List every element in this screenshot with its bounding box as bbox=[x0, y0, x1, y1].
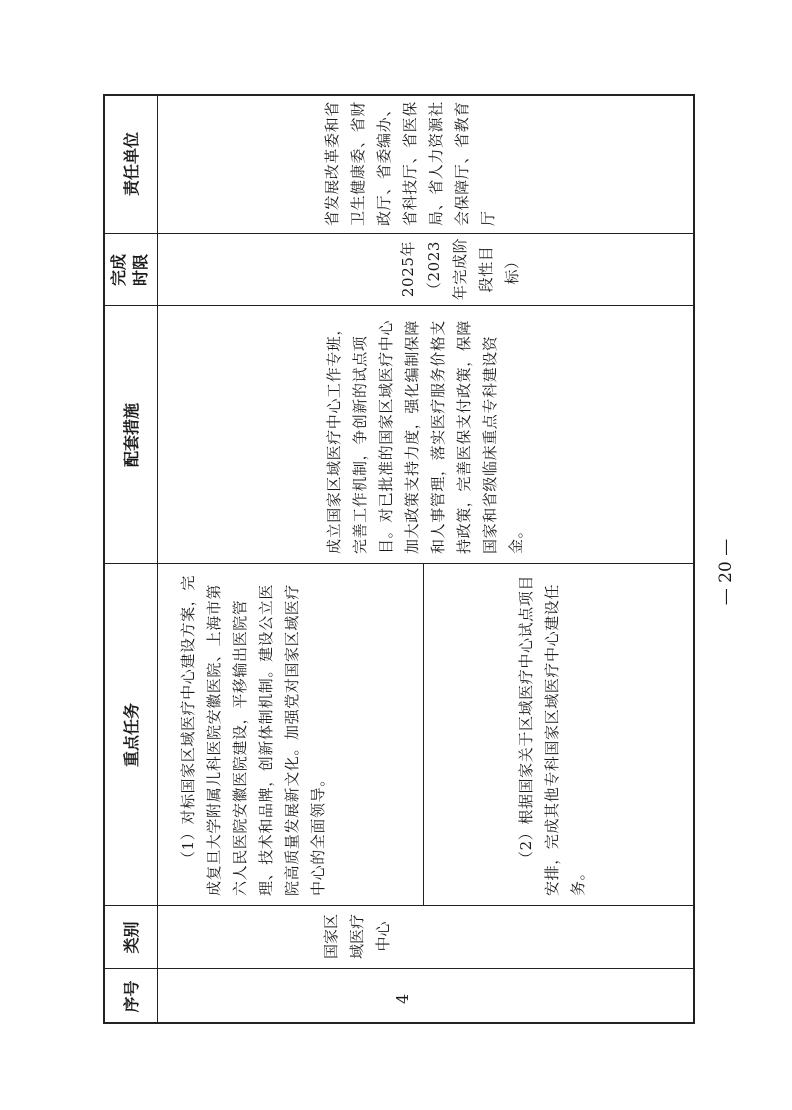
task-item-2: （2）根据国家关于区域医疗中心试点项目安排，完成其他专科国家区域医疗中心建设任务。 bbox=[517, 575, 587, 896]
col-divider-deadline bbox=[103, 233, 695, 234]
col-divider-category bbox=[103, 905, 695, 906]
measures-text: 成立国家区域医疗中心工作专班，完善工作机制，争创新的试点项目。对已批准的国家区域医疗中心加大政策支持力度，强化编制保障和人事管理，落实医疗服务价格支持政策，完善医保支付政策，保障国家和省级临床重点专科建设资金。 bbox=[325, 319, 525, 554]
header-deadline-line1: 完成 bbox=[109, 254, 128, 287]
task-item-1: （1）对标国家区域医疗中心建设方案，完成复旦大学附属儿科医院安徽医院、上海市第六人民医院安徽医院建设，平移输出医院管理、技术和品牌，创新体制机制。建设公立医院高质量发展新文化。加强党对国家区域医疗中心的全面领导。 bbox=[179, 575, 327, 896]
header-task: 重点任务 bbox=[121, 703, 141, 768]
task-split-divider bbox=[423, 564, 424, 906]
responsible-text: 省发展改革委和省卫生健康委、省财政厅、省委编办、省科技厅、省医保局、省人力资源社会保障厅、省教育厅 bbox=[323, 101, 497, 226]
header-seq: 序号 bbox=[121, 980, 141, 1013]
page-number: — 20 — bbox=[716, 538, 736, 606]
deadline-text: 2025年（2023年完成阶段性目标） bbox=[399, 237, 521, 301]
header-measures: 配套措施 bbox=[121, 403, 141, 468]
rotated-table-stage bbox=[103, 94, 695, 1024]
header-divider bbox=[157, 94, 158, 1024]
row-category: 国家区域医疗中心 bbox=[322, 914, 392, 960]
col-divider-task bbox=[103, 563, 695, 564]
col-divider-measures bbox=[103, 305, 695, 306]
header-deadline bbox=[103, 234, 157, 306]
header-responsible: 责任单位 bbox=[121, 132, 141, 197]
col-divider-seq bbox=[103, 968, 695, 969]
header-category: 类别 bbox=[121, 921, 141, 954]
header-deadline-line2: 时限 bbox=[131, 254, 150, 287]
row-seq: 4 bbox=[393, 993, 412, 1004]
